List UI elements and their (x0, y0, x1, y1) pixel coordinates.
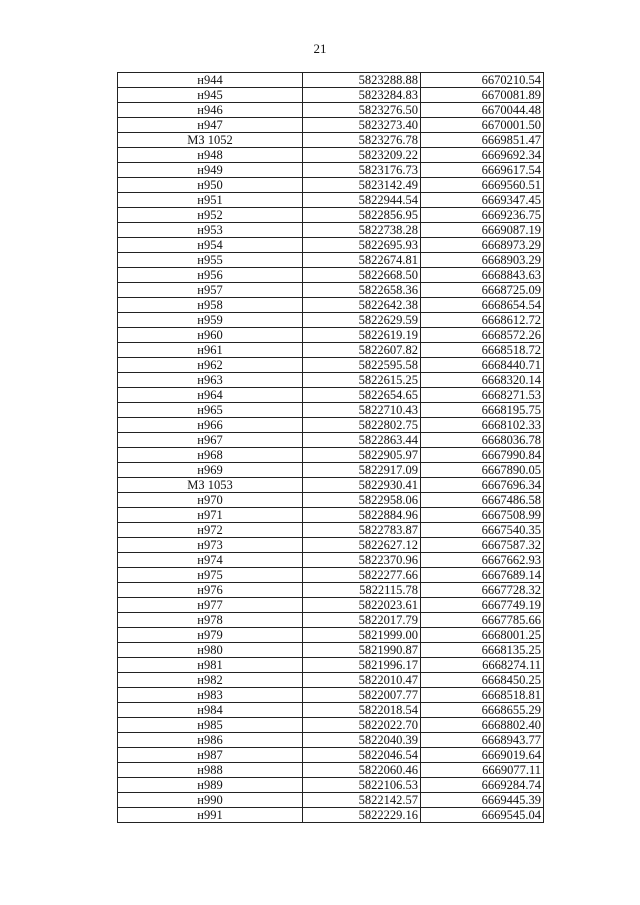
table-row (118, 193, 544, 208)
y-coordinate-cell: 6668320.14 (421, 373, 544, 388)
y-coordinate-cell: 6669077.11 (421, 763, 544, 778)
y-coordinate-cell: 6667749.19 (421, 598, 544, 613)
y-coordinate-cell: 6670044.48 (421, 103, 544, 118)
table-row (118, 748, 544, 763)
y-coordinate-cell: 6667662.93 (421, 553, 544, 568)
point-name-cell: н944 (118, 73, 303, 88)
y-coordinate-cell: 6669284.74 (421, 778, 544, 793)
table-row (118, 133, 544, 148)
point-name-cell: н954 (118, 238, 303, 253)
point-name-cell: н946 (118, 103, 303, 118)
x-coordinate-cell: 5822863.44 (303, 433, 421, 448)
x-coordinate-cell: 5822040.39 (303, 733, 421, 748)
point-name-cell: н977 (118, 598, 303, 613)
table-row (118, 418, 544, 433)
table-row (118, 253, 544, 268)
x-coordinate-cell: 5822370.96 (303, 553, 421, 568)
table-row (118, 283, 544, 298)
x-coordinate-cell: 5822856.95 (303, 208, 421, 223)
y-coordinate-cell: 6667508.99 (421, 508, 544, 523)
x-coordinate-cell: 5823142.49 (303, 178, 421, 193)
y-coordinate-cell: 6668802.40 (421, 718, 544, 733)
x-coordinate-cell: 5822627.12 (303, 538, 421, 553)
x-coordinate-cell: 5822115.78 (303, 583, 421, 598)
table-row (118, 553, 544, 568)
coordinates-table-body (118, 73, 544, 823)
y-coordinate-cell: 6668654.54 (421, 298, 544, 313)
y-coordinate-cell: 6668036.78 (421, 433, 544, 448)
y-coordinate-cell: 6668135.25 (421, 643, 544, 658)
table-row (118, 178, 544, 193)
point-name-cell: н952 (118, 208, 303, 223)
y-coordinate-cell: 6668518.81 (421, 688, 544, 703)
x-coordinate-cell: 5822930.41 (303, 478, 421, 493)
x-coordinate-cell: 5822802.75 (303, 418, 421, 433)
table-row (118, 793, 544, 808)
point-name-cell: н982 (118, 673, 303, 688)
y-coordinate-cell: 6669445.39 (421, 793, 544, 808)
point-name-cell: н984 (118, 703, 303, 718)
table-row (118, 238, 544, 253)
y-coordinate-cell: 6668943.77 (421, 733, 544, 748)
table-row (118, 778, 544, 793)
y-coordinate-cell: 6670001.50 (421, 118, 544, 133)
x-coordinate-cell: 5823209.22 (303, 148, 421, 163)
point-name-cell: н957 (118, 283, 303, 298)
page-number: 21 (313, 41, 327, 56)
point-name-cell: н964 (118, 388, 303, 403)
x-coordinate-cell: 5822277.66 (303, 568, 421, 583)
point-name-cell: н986 (118, 733, 303, 748)
y-coordinate-cell: 6668271.53 (421, 388, 544, 403)
point-name-cell: н972 (118, 523, 303, 538)
point-name-cell: н953 (118, 223, 303, 238)
y-coordinate-cell: 6669087.19 (421, 223, 544, 238)
table-row (118, 583, 544, 598)
x-coordinate-cell: 5822710.43 (303, 403, 421, 418)
table-row (118, 268, 544, 283)
x-coordinate-cell: 5822944.54 (303, 193, 421, 208)
y-coordinate-cell: 6667785.66 (421, 613, 544, 628)
y-coordinate-cell: 6669347.45 (421, 193, 544, 208)
point-name-cell: н970 (118, 493, 303, 508)
y-coordinate-cell: 6668440.71 (421, 358, 544, 373)
point-name-cell: н981 (118, 658, 303, 673)
x-coordinate-cell: 5822607.82 (303, 343, 421, 358)
x-coordinate-cell: 5822229.16 (303, 808, 421, 823)
y-coordinate-cell: 6667587.32 (421, 538, 544, 553)
table-row (118, 298, 544, 313)
y-coordinate-cell: 6670081.89 (421, 88, 544, 103)
point-name-cell: н947 (118, 118, 303, 133)
y-coordinate-cell: 6667696.34 (421, 478, 544, 493)
x-coordinate-cell: 5822017.79 (303, 613, 421, 628)
x-coordinate-cell: 5822046.54 (303, 748, 421, 763)
y-coordinate-cell: 6668450.25 (421, 673, 544, 688)
x-coordinate-cell: 5822674.81 (303, 253, 421, 268)
x-coordinate-cell: 5822884.96 (303, 508, 421, 523)
y-coordinate-cell: 6669692.34 (421, 148, 544, 163)
table-row (118, 433, 544, 448)
point-name-cell: н959 (118, 313, 303, 328)
x-coordinate-cell: 5822142.57 (303, 793, 421, 808)
x-coordinate-cell: 5822917.09 (303, 463, 421, 478)
table-row (118, 73, 544, 88)
x-coordinate-cell: 5823176.73 (303, 163, 421, 178)
point-name-cell: н973 (118, 538, 303, 553)
x-coordinate-cell: 5821996.17 (303, 658, 421, 673)
y-coordinate-cell: 6668102.33 (421, 418, 544, 433)
table-row (118, 523, 544, 538)
x-coordinate-cell: 5823276.50 (303, 103, 421, 118)
x-coordinate-cell: 5822905.97 (303, 448, 421, 463)
point-name-cell: н985 (118, 718, 303, 733)
x-coordinate-cell: 5822022.70 (303, 718, 421, 733)
x-coordinate-cell: 5822007.77 (303, 688, 421, 703)
x-coordinate-cell: 5822658.36 (303, 283, 421, 298)
table-row (118, 478, 544, 493)
table-row (118, 373, 544, 388)
y-coordinate-cell: 6669851.47 (421, 133, 544, 148)
point-name-cell: н974 (118, 553, 303, 568)
table-row (118, 568, 544, 583)
table-row (118, 343, 544, 358)
table-row (118, 163, 544, 178)
table-row (118, 658, 544, 673)
y-coordinate-cell: 6667728.32 (421, 583, 544, 598)
point-name-cell: н955 (118, 253, 303, 268)
table-row (118, 538, 544, 553)
table-row (118, 208, 544, 223)
x-coordinate-cell: 5821999.00 (303, 628, 421, 643)
table-row (118, 763, 544, 778)
x-coordinate-cell: 5822738.28 (303, 223, 421, 238)
y-coordinate-cell: 6669560.51 (421, 178, 544, 193)
table-row (118, 673, 544, 688)
x-coordinate-cell: 5823288.88 (303, 73, 421, 88)
point-name-cell: н978 (118, 613, 303, 628)
y-coordinate-cell: 6668572.26 (421, 328, 544, 343)
point-name-cell: н965 (118, 403, 303, 418)
point-name-cell: н948 (118, 148, 303, 163)
y-coordinate-cell: 6670210.54 (421, 73, 544, 88)
table-row (118, 448, 544, 463)
table-row (118, 733, 544, 748)
x-coordinate-cell: 5822695.93 (303, 238, 421, 253)
point-name-cell: н949 (118, 163, 303, 178)
point-name-cell: н961 (118, 343, 303, 358)
point-name-cell: н962 (118, 358, 303, 373)
point-name-cell: н983 (118, 688, 303, 703)
table-row (118, 463, 544, 478)
point-name-cell: МЗ 1053 (118, 478, 303, 493)
point-name-cell: н989 (118, 778, 303, 793)
x-coordinate-cell: 5822060.46 (303, 763, 421, 778)
point-name-cell: н987 (118, 748, 303, 763)
table-row (118, 223, 544, 238)
table-row (118, 613, 544, 628)
table-row (118, 388, 544, 403)
point-name-cell: н980 (118, 643, 303, 658)
y-coordinate-cell: 6668655.29 (421, 703, 544, 718)
x-coordinate-cell: 5822018.54 (303, 703, 421, 718)
point-name-cell: н963 (118, 373, 303, 388)
point-name-cell: н945 (118, 88, 303, 103)
x-coordinate-cell: 5822958.06 (303, 493, 421, 508)
x-coordinate-cell: 5822010.47 (303, 673, 421, 688)
table-row (118, 718, 544, 733)
point-name-cell: н976 (118, 583, 303, 598)
y-coordinate-cell: 6667689.14 (421, 568, 544, 583)
y-coordinate-cell: 6667890.05 (421, 463, 544, 478)
x-coordinate-cell: 5821990.87 (303, 643, 421, 658)
y-coordinate-cell: 6668195.75 (421, 403, 544, 418)
table-row (118, 313, 544, 328)
point-name-cell: н979 (118, 628, 303, 643)
point-name-cell: н971 (118, 508, 303, 523)
y-coordinate-cell: 6668843.63 (421, 268, 544, 283)
table-row (118, 628, 544, 643)
x-coordinate-cell: 5823273.40 (303, 118, 421, 133)
table-row (118, 328, 544, 343)
x-coordinate-cell: 5822615.25 (303, 373, 421, 388)
point-name-cell: н951 (118, 193, 303, 208)
x-coordinate-cell: 5822642.38 (303, 298, 421, 313)
y-coordinate-cell: 6667990.84 (421, 448, 544, 463)
x-coordinate-cell: 5822668.50 (303, 268, 421, 283)
table-row (118, 688, 544, 703)
y-coordinate-cell: 6668518.72 (421, 343, 544, 358)
point-name-cell: н960 (118, 328, 303, 343)
table-row (118, 493, 544, 508)
point-name-cell: н950 (118, 178, 303, 193)
y-coordinate-cell: 6668001.25 (421, 628, 544, 643)
x-coordinate-cell: 5822106.53 (303, 778, 421, 793)
table-row (118, 148, 544, 163)
x-coordinate-cell: 5822619.19 (303, 328, 421, 343)
y-coordinate-cell: 6668903.29 (421, 253, 544, 268)
point-name-cell: н958 (118, 298, 303, 313)
table-row (118, 643, 544, 658)
x-coordinate-cell: 5822783.87 (303, 523, 421, 538)
point-name-cell: н988 (118, 763, 303, 778)
y-coordinate-cell: 6669617.54 (421, 163, 544, 178)
y-coordinate-cell: 6669019.64 (421, 748, 544, 763)
point-name-cell: н956 (118, 268, 303, 283)
y-coordinate-cell: 6667540.35 (421, 523, 544, 538)
point-name-cell: н967 (118, 433, 303, 448)
y-coordinate-cell: 6667486.58 (421, 493, 544, 508)
y-coordinate-cell: 6669545.04 (421, 808, 544, 823)
table-row (118, 358, 544, 373)
table-row (118, 808, 544, 823)
table-row (118, 598, 544, 613)
table-row (118, 88, 544, 103)
point-name-cell: н990 (118, 793, 303, 808)
x-coordinate-cell: 5822654.65 (303, 388, 421, 403)
x-coordinate-cell: 5822023.61 (303, 598, 421, 613)
table-row (118, 103, 544, 118)
y-coordinate-cell: 6668274.11 (421, 658, 544, 673)
x-coordinate-cell: 5823276.78 (303, 133, 421, 148)
point-name-cell: н966 (118, 418, 303, 433)
x-coordinate-cell: 5822595.58 (303, 358, 421, 373)
point-name-cell: н991 (118, 808, 303, 823)
table-row (118, 403, 544, 418)
y-coordinate-cell: 6668973.29 (421, 238, 544, 253)
point-name-cell: МЗ 1052 (118, 133, 303, 148)
x-coordinate-cell: 5823284.83 (303, 88, 421, 103)
y-coordinate-cell: 6668725.09 (421, 283, 544, 298)
x-coordinate-cell: 5822629.59 (303, 313, 421, 328)
table-row (118, 508, 544, 523)
coordinates-table (117, 72, 544, 823)
point-name-cell: н975 (118, 568, 303, 583)
y-coordinate-cell: 6668612.72 (421, 313, 544, 328)
y-coordinate-cell: 6669236.75 (421, 208, 544, 223)
point-name-cell: н968 (118, 448, 303, 463)
point-name-cell: н969 (118, 463, 303, 478)
table-row (118, 118, 544, 133)
table-row (118, 703, 544, 718)
